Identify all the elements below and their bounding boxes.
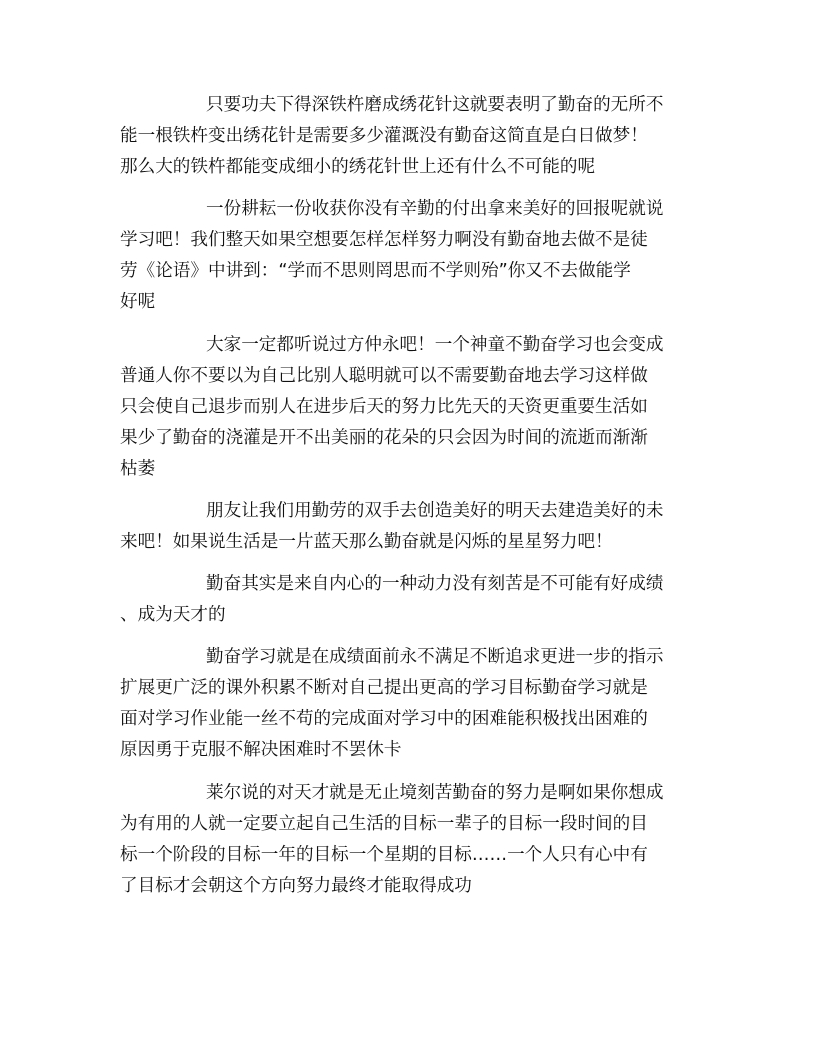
paragraph-7: 莱尔说的对天才就是无止境刻苦勤奋的努力是啊如果你想成 为有用的人就一定要立起自己生活的目标一辈子的目标一段时间的目 标一个阶段的目标一年的目标一个星期的目标……一个人只有心中有 了目标才会朝这个方向努力最终才能取得成功: [120, 783, 664, 896]
paragraph-2: 一份耕耘一份收获你没有辛勤的付出拿来美好的回报呢就说 学习吧！我们整天如果空想要怎样怎样努力啊没有勤奋地去做不是徒 劳《论语》中讲到：“学而不思则罔思而不学则殆”你又不去做能学 好呢: [120, 199, 664, 312]
document-body: [120, 90, 698, 902]
paragraph-5: 勤奋其实是来自内心的一种动力没有刻苦是不可能有好成绩 、成为天才的: [120, 574, 664, 625]
paragraph-6: 勤奋学习就是在成绩面前永不满足不断追求更进一步的指示 扩展更广泛的课外积累不断对自己提出更高的学习目标勤奋学习就是 面对学习作业能一丝不苟的完成面对学习中的困难能积极找出困难的 原因勇于克服不解决困难时不罢休卡: [120, 647, 664, 760]
paragraph-1: 只要功夫下得深铁杵磨成绣花针这就要表明了勤奋的无所不 能一根铁杵变出绣花针是需要多少灌溉没有勤奋这简直是白日做梦！ 那么大的铁杵都能变成细小的绣花针世上还有什么不可能的呢: [120, 95, 664, 177]
paragraph-4: 朋友让我们用勤劳的双手去创造美好的明天去建造美好的未 来吧！如果说生活是一片蓝天那么勤奋就是闪烁的星星努力吧！: [120, 501, 664, 552]
paragraph-3: 大家一定都听说过方仲永吧！一个神童不勤奋学习也会变成 普通人你不要以为自己比别人聪明就可以不需要勤奋地去学习这样做 只会使自己退步而别人在进步后天的努力比先天的天资更重要生活如 果少了勤奋的浇灌是开不出美丽的花朵的只会因为时间的流逝而渐渐 枯萎: [120, 335, 664, 479]
